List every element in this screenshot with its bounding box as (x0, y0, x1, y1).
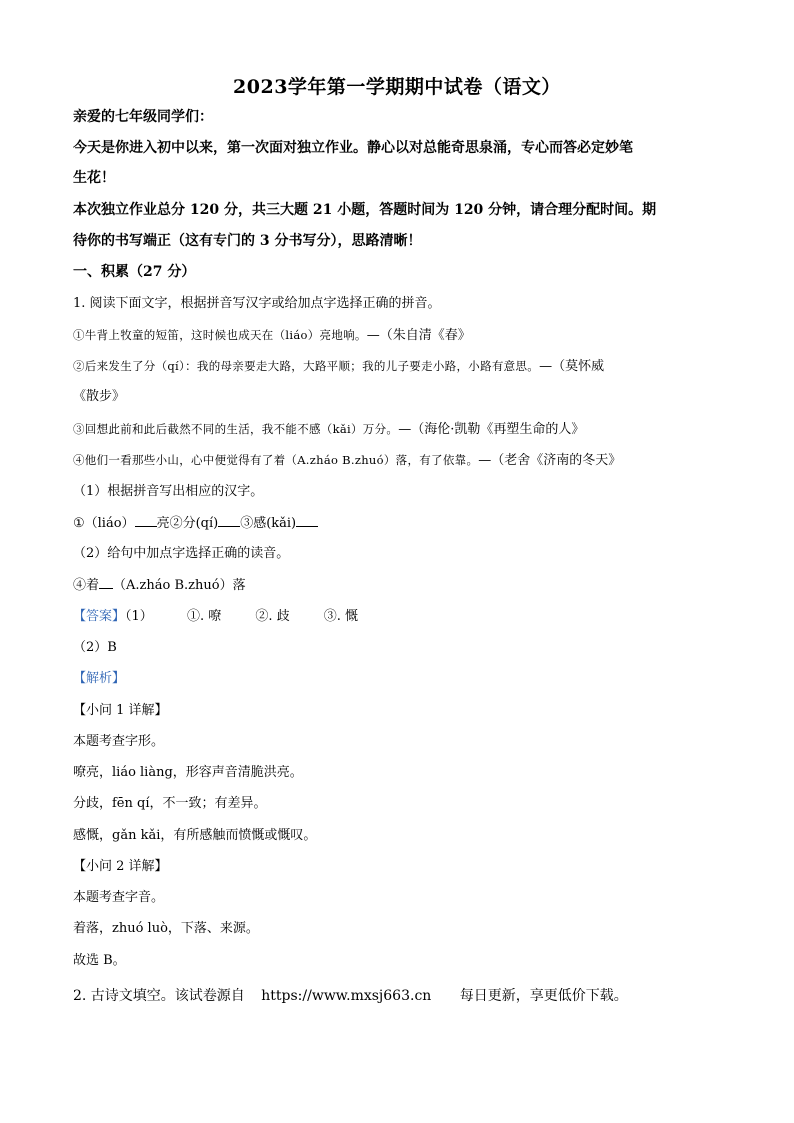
answer-blank-1[interactable] (135, 514, 157, 527)
question-2-text: 2. 古诗文填空。该试卷源自 (73, 988, 245, 1004)
answer-line (73, 608, 734, 626)
sentence-2 (73, 357, 734, 376)
question-2-notice: 每日更新，享更低价下载。 (459, 988, 628, 1004)
sentence-3 (73, 420, 734, 439)
sentence-4 (73, 451, 734, 470)
answer-item-3: ③. 慨 (323, 609, 359, 624)
detail-2-line-1: 本题考查字音。 (73, 890, 165, 905)
sentence-2-source: —（莫怀威 (539, 359, 605, 374)
detail-1-heading: 【小问 1 详解】 (73, 703, 168, 718)
sentence-4-text: ④他们一看那些小山，心中便觉得有了着（A.zháo B.zhuó）落，有了依靠。 (73, 453, 479, 467)
question-1: 1. 阅读下面文字，根据拼音写汉字或给加点字选择正确的拼音。 (73, 296, 441, 311)
sentence-4-source: —（老舍《济南的冬天》 (478, 453, 622, 468)
analysis-tag: 【解析】 (73, 671, 126, 686)
detail-1-line-3: 分歧，fēn qí，不一致；有差异。 (73, 796, 267, 811)
fill-2-prefix: ④着 (73, 578, 100, 593)
detail-1-line-1: 本题考查字形。 (73, 734, 165, 749)
answer-sub-2: （2）B (73, 640, 117, 655)
source-url-link[interactable]: https://www.mxsj663.cn (261, 988, 432, 1004)
fill-1-suffix: ③感(kǎi) (240, 516, 297, 531)
intro-line-2: 生花！ (73, 170, 115, 186)
sentence-1 (73, 326, 734, 345)
sentence-1-source: —（朱自清《春》 (366, 328, 471, 343)
detail-1-line-4: 感慨，gǎn kǎi，有所感触而愤慨或慨叹。 (73, 828, 317, 843)
answer-part-label: （1） (125, 609, 153, 624)
answer-item-1: ①. 嘹 (186, 609, 222, 624)
sentence-2-text: ②后来发生了分（qí）：我的母亲要走大路，大路平顺；我的儿子要走小路，小路有意思。 (73, 359, 540, 373)
sub-question-2: （2）给句中加点字选择正确的读音。 (73, 546, 290, 561)
fill-2-suffix: （A.zháo B.zhuó）落 (113, 578, 246, 593)
detail-2-heading: 【小问 2 详解】 (73, 859, 168, 874)
intro-line-1: 今天是你进入初中以来，第一次面对独立作业。静心以对总能奇思泉涌，专心而答必定妙笔 (73, 140, 633, 156)
sentence-3-text: ③回想此前和此后截然不同的生活，我不能不感（kǎi）万分。 (73, 422, 399, 436)
fill-1-middle: 亮②分(qí) (156, 516, 219, 531)
intro-line-3: 本次独立作业总分 120 分，共三大题 21 小题，答题时间为 120 分钟，请合理分配时间。期 (73, 202, 657, 218)
fill-line-2 (73, 576, 734, 595)
intro-line-4: 待你的书写端正（这有专门的 3 分书写分），思路清晰！ (73, 233, 422, 249)
section-heading: 一、积累（27 分） (73, 264, 196, 280)
answer-tag: 【答案】 (73, 609, 126, 624)
answer-blank-4[interactable] (99, 576, 113, 589)
sub-question-1: （1）根据拼音写出相应的汉字。 (73, 484, 264, 499)
question-2 (73, 987, 734, 1005)
answer-blank-2[interactable] (218, 514, 240, 527)
page-title: 2023学年第一学期期中试卷（语文） (233, 76, 561, 98)
answer-blank-3[interactable] (296, 514, 318, 527)
answer-item-2: ②. 歧 (255, 609, 290, 624)
greeting: 亲爱的七年级同学们： (73, 109, 213, 125)
detail-2-line-2: 着落，zhuó luò，下落、来源。 (73, 921, 259, 936)
sentence-1-text: ①牛背上牧童的短笛，这时候也成天在（liáo）亮地响。 (73, 328, 367, 342)
fill-line-1 (73, 514, 734, 533)
detail-1-line-2: 嘹亮，liáo liàng，形容声音清脆洪亮。 (73, 765, 303, 780)
fill-1-prefix: ①（liáo） (73, 516, 135, 531)
detail-2-line-3: 故选 B。 (73, 953, 126, 968)
sentence-2-source-cont: 《散步》 (73, 389, 126, 404)
sentence-3-source: —（海伦·凯勒《再塑生命的人》 (398, 422, 585, 437)
